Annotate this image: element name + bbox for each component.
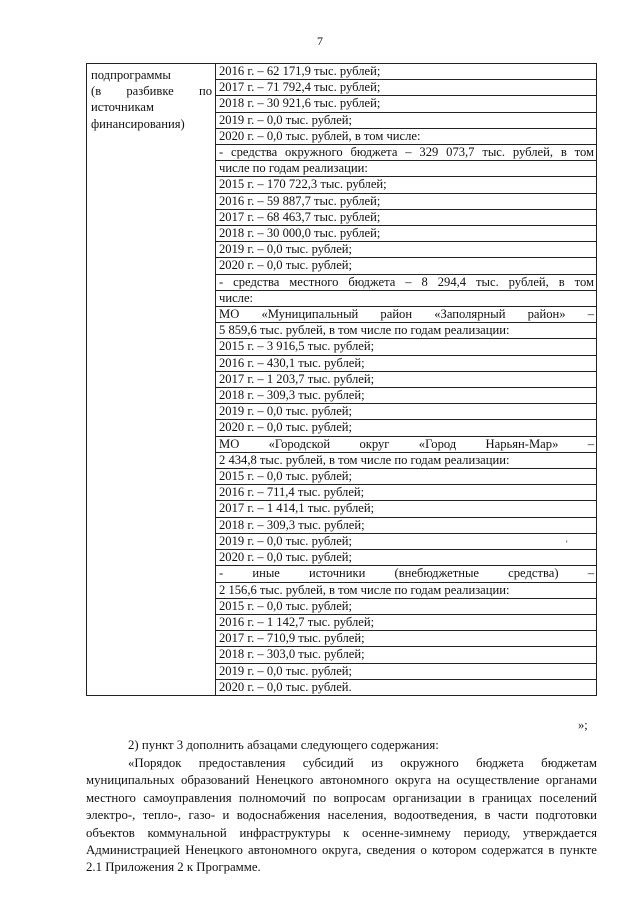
financing-line: 2020 г. – 0,0 тыс. рублей; [216, 420, 596, 436]
financing-line: числе по годам реализации: [216, 161, 596, 177]
table-row [87, 64, 597, 696]
financing-line: 2018 г. – 30 921,6 тыс. рублей; [216, 96, 596, 112]
label-line: финансирования) [91, 116, 185, 131]
label-line: подпрограммы [91, 68, 171, 82]
financing-line: 2017 г. – 1 414,1 тыс. рублей; [216, 501, 596, 517]
financing-line: МО «Муниципальный район «Заполярный район» – [216, 307, 596, 323]
closing-quote: »; [578, 718, 588, 732]
financing-line: 2016 г. – 711,4 тыс. рублей; [216, 485, 596, 501]
financing-label-cell [87, 64, 216, 696]
label-line: (в разбивке по [91, 84, 212, 99]
financing-line: - средства окружного бюджета – 329 073,7 тыс. рублей, в том [216, 145, 596, 161]
financing-line: 2019 г. – 0,0 тыс. рублей; [216, 404, 596, 420]
financing-table [86, 63, 597, 696]
financing-line: 2020 г. – 0,0 тыс. рублей; [216, 550, 596, 566]
financing-line: 2019 г. – 0,0 тыс. рублей; [216, 534, 596, 550]
financing-line: 2018 г. – 303,0 тыс. рублей; [216, 647, 596, 663]
financing-line: 2020 г. – 0,0 тыс. рублей; [216, 258, 596, 274]
financing-line: 2016 г. – 1 142,7 тыс. рублей; [216, 615, 596, 631]
page-number: 7 [317, 34, 323, 48]
financing-line: 2016 г. – 59 887,7 тыс. рублей; [216, 194, 596, 210]
financing-line: 2015 г. – 0,0 тыс. рублей; [216, 599, 596, 615]
label-line: источникам [91, 100, 154, 115]
financing-line: 2020 г. – 0,0 тыс. рублей. [219, 679, 352, 694]
financing-line: 2019 г. – 0,0 тыс. рублей; [216, 664, 596, 680]
stray-mark: ' [566, 539, 568, 549]
financing-line: 2017 г. – 71 792,4 тыс. рублей; [216, 80, 596, 96]
financing-line: 2018 г. – 309,3 тыс. рублей; [216, 388, 596, 404]
financing-line: 2015 г. – 0,0 тыс. рублей; [216, 469, 596, 485]
financing-line: 2018 г. – 30 000,0 тыс. рублей; [216, 226, 596, 242]
financing-line: 2015 г. – 3 916,5 тыс. рублей; [216, 339, 596, 355]
financing-line: 2018 г. – 309,3 тыс. рублей; [216, 518, 596, 534]
financing-line: - иные источники (внебюджетные средства) – [216, 566, 596, 582]
financing-line: 2015 г. – 170 722,3 тыс. рублей; [216, 177, 596, 193]
financing-line: 2019 г. – 0,0 тыс. рублей; [216, 113, 596, 129]
financing-values-cell [216, 64, 597, 696]
financing-line: МО «Городской округ «Город Нарьян-Мар» – [216, 437, 596, 453]
financing-line: 2016 г. – 62 171,9 тыс. рублей; [216, 64, 596, 80]
financing-line: 2017 г. – 1 203,7 тыс. рублей; [216, 372, 596, 388]
financing-line: 2019 г. – 0,0 тыс. рублей; [216, 242, 596, 258]
financing-line: числе: [216, 291, 596, 307]
financing-line: 2016 г. – 430,1 тыс. рублей; [216, 356, 596, 372]
amendment-paragraph-text: «Порядок предоставления субсидий из окружного бюджета бюджетам муниципальных образований Ненецкого автономного округа на осуществление органами местного самоуправления полномочий по вопросам организации в границах поселений электро-, тепло-, газо- и водоснабжения населения, водоотведения, в части подготовки объектов коммунальной инфраструктуры к осенне-зимнему периоду, утверждается Администрацией Ненецкого автономного округа, сведения о котором содержатся в пункте 2.1 Приложения 2 к Программе. [86, 756, 597, 875]
financing-line: - средства местного бюджета – 8 294,4 тыс. рублей, в том [216, 275, 596, 291]
financing-line: 2017 г. – 710,9 тыс. рублей; [216, 631, 596, 647]
financing-line: 5 859,6 тыс. рублей, в том числе по годам реализации: [216, 323, 596, 339]
financing-line: 2017 г. – 68 463,7 тыс. рублей; [216, 210, 596, 226]
financing-line: 2 434,8 тыс. рублей, в том числе по годам реализации: [216, 453, 596, 469]
financing-line: 2020 г. – 0,0 тыс. рублей, в том числе: [216, 129, 596, 145]
financing-line: 2 156,6 тыс. рублей, в том числе по годам реализации: [216, 583, 596, 599]
financing-lines [216, 64, 596, 695]
amendment-paragraph-heading: 2) пункт 3 дополнить абзацами следующего содержания: [128, 738, 439, 752]
